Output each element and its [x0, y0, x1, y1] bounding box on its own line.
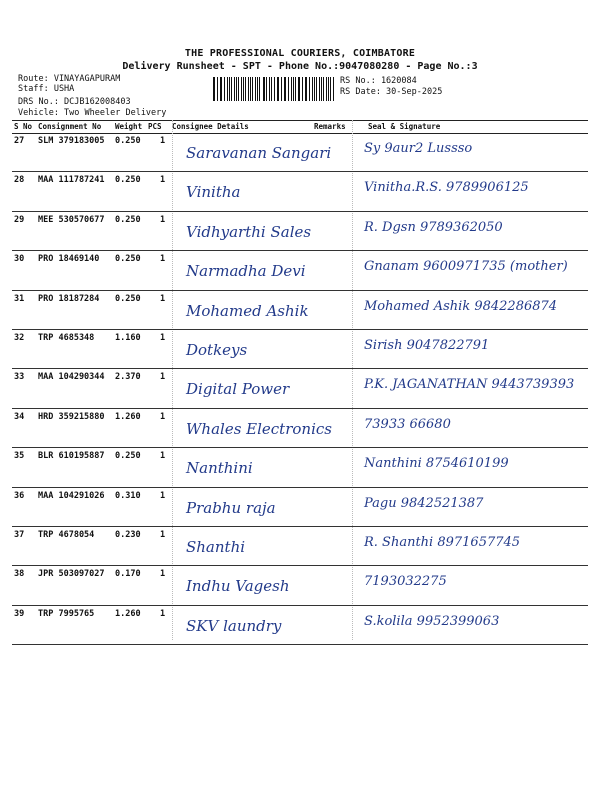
- row-weight: 2.370: [115, 372, 141, 383]
- row-signature: 73933 66680: [364, 416, 451, 432]
- row-divider: [12, 487, 588, 488]
- row-signature: Sy 9aur2 Lussso: [364, 141, 473, 156]
- row-pcs: 1: [160, 530, 166, 540]
- row-weight: 0.250: [115, 214, 141, 225]
- col-remarks: Remarks: [314, 122, 346, 131]
- column-divider: [352, 120, 353, 640]
- row-pcs: 1: [160, 214, 166, 225]
- row-pcs: 1: [160, 490, 166, 501]
- rs-number: RS No.: 1620084: [340, 76, 417, 86]
- row-consignment-no: TRP 4678054: [38, 530, 95, 540]
- document-subtitle: Delivery Runsheet - SPT - Phone No.:9047080280 - Page No.:3: [122, 61, 478, 72]
- row-weight: 0.250: [115, 293, 141, 304]
- row-sno: 31: [14, 293, 25, 304]
- staff-label: Staff: USHA: [18, 84, 75, 94]
- row-signature: P.K. JAGANATHAN 9443739393: [364, 377, 575, 393]
- row-consignment-no: TRP 7995765: [38, 608, 95, 619]
- row-consignee-name: Saravanan Sangari: [186, 144, 332, 162]
- row-sno: 37: [14, 530, 25, 540]
- barcode: [213, 77, 335, 101]
- col-sno: S No: [14, 122, 33, 131]
- row-divider: [12, 644, 588, 645]
- row-consignee-name: Shanthi: [186, 538, 246, 556]
- row-pcs: 1: [160, 411, 166, 422]
- row-weight: 0.310: [115, 490, 141, 501]
- row-sno: 28: [14, 175, 25, 186]
- row-consignment-no: MAA 104291026: [38, 490, 105, 501]
- drs-number: DRS No.: DCJB162008403: [18, 97, 131, 107]
- row-divider: [12, 329, 588, 330]
- row-sno: 35: [14, 451, 25, 462]
- row-signature: Pagu 9842521387: [364, 495, 484, 511]
- row-weight: 0.250: [115, 175, 141, 186]
- row-sno: 32: [14, 333, 25, 343]
- row-consignee-name: Vinitha: [186, 183, 241, 202]
- row-consignee-name: Nanthini: [186, 459, 253, 478]
- row-pcs: 1: [160, 451, 166, 462]
- row-pcs: 1: [160, 175, 166, 186]
- row-sno: 29: [14, 214, 25, 225]
- row-weight: 0.250: [115, 451, 141, 462]
- row-pcs: 1: [160, 372, 166, 383]
- row-pcs: 1: [160, 293, 166, 304]
- col-consignment: Consignment No: [38, 122, 102, 131]
- row-consignment-no: HRD 359215880: [38, 411, 105, 422]
- row-weight: 1.260: [115, 411, 141, 422]
- row-consignment-no: MAA 111787241: [38, 175, 105, 186]
- row-consignment-no: TRP 4685348: [38, 333, 95, 343]
- row-divider: [12, 290, 588, 291]
- row-signature: R. Dgsn 9789362050: [364, 219, 503, 235]
- table-header: [12, 120, 588, 134]
- row-divider: [12, 368, 588, 369]
- row-consignee-name: Mohamed Ashik: [186, 301, 309, 320]
- column-divider: [172, 120, 173, 640]
- row-signature: Nanthini 8754610199: [364, 456, 509, 472]
- row-consignment-no: PRO 18469140: [38, 254, 100, 265]
- row-weight: 0.250: [115, 254, 141, 265]
- row-weight: 0.250: [115, 136, 141, 146]
- row-sno: 39: [14, 608, 25, 619]
- rs-date: RS Date: 30-Sep-2025: [340, 87, 443, 97]
- row-sno: 27: [14, 136, 25, 146]
- row-divider: [12, 605, 588, 606]
- row-pcs: 1: [160, 254, 166, 265]
- row-divider: [12, 526, 588, 527]
- row-divider: [12, 171, 588, 172]
- vehicle-label: Vehicle: Two Wheeler Delivery: [18, 108, 167, 118]
- row-pcs: 1: [160, 136, 166, 146]
- row-signature: R. Shanthi 8971657745: [364, 535, 521, 550]
- row-sno: 30: [14, 254, 25, 265]
- row-pcs: 1: [160, 333, 166, 343]
- row-signature: Gnanam 9600971735 (mother): [364, 259, 568, 275]
- row-consignee-name: Prabhu raja: [186, 498, 276, 517]
- row-consignee-name: Indhu Vagesh: [186, 577, 290, 596]
- row-consignment-no: PRO 18187284: [38, 293, 100, 304]
- row-signature: Sirish 9047822791: [364, 338, 490, 353]
- row-consignee-name: Dotkeys: [186, 341, 248, 359]
- col-consignee: Consignee Details: [172, 122, 249, 131]
- row-sno: 38: [14, 569, 25, 580]
- row-consignee-name: Whales Electronics: [186, 419, 332, 438]
- row-divider: [12, 211, 588, 212]
- row-signature: Mohamed Ashik 9842286874: [364, 298, 558, 314]
- row-pcs: 1: [160, 569, 166, 580]
- row-consignment-no: SLM 379183005: [38, 136, 105, 146]
- document-title: THE PROFESSIONAL COURIERS, COIMBATORE: [184, 48, 416, 59]
- col-weight: Weight: [115, 122, 143, 131]
- row-weight: 0.170: [115, 569, 141, 580]
- row-signature: S.kolila 9952399063: [364, 613, 500, 629]
- row-sno: 33: [14, 372, 25, 383]
- row-divider: [12, 565, 588, 566]
- route-label: Route: VINAYAGAPURAM: [18, 74, 121, 84]
- row-sno: 36: [14, 490, 25, 501]
- col-pcs: PCS: [148, 122, 162, 131]
- row-divider: [12, 250, 588, 251]
- col-seal: Seal & Signature: [368, 122, 441, 131]
- row-signature: 7193032275: [364, 574, 447, 590]
- row-weight: 1.160: [115, 333, 141, 343]
- row-consignee-name: Narmadha Devi: [186, 262, 306, 281]
- row-pcs: 1: [160, 608, 166, 619]
- row-sno: 34: [14, 411, 25, 422]
- row-consignment-no: BLR 610195887: [38, 451, 105, 462]
- row-consignment-no: JPR 503097027: [38, 569, 105, 580]
- row-signature: Vinitha.R.S. 9789906125: [364, 180, 529, 196]
- row-divider: [12, 447, 588, 448]
- row-consignment-no: MEE 530570677: [38, 214, 105, 225]
- row-consignee-name: Digital Power: [186, 380, 290, 399]
- row-weight: 1.260: [115, 608, 141, 619]
- row-weight: 0.230: [115, 530, 141, 540]
- row-consignee-name: SKV laundry: [186, 616, 282, 635]
- row-divider: [12, 408, 588, 409]
- row-consignee-name: Vidhyarthi Sales: [186, 222, 312, 241]
- row-consignment-no: MAA 104290344: [38, 372, 105, 383]
